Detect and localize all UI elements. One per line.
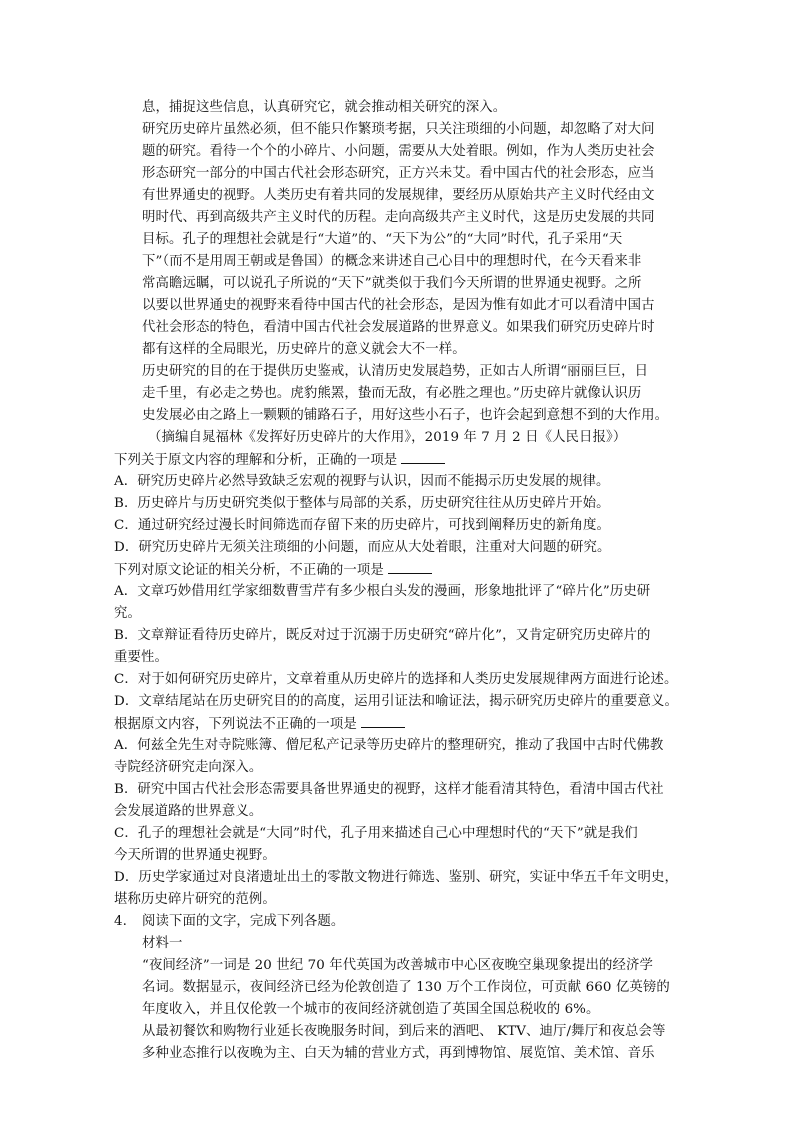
material-line: 名词。数据显示，夜间经济已经为伦敦创造了 130 万个工作岗位，可贡献 660 亿英镑的 <box>142 980 670 995</box>
question-3-option-line: 寺院经济研究走向深入。 <box>114 760 263 775</box>
passage-line: 目标。孔子的理想社会就是行“大道”的、“天下为公”的“大同”时代，孔子采用“天 <box>142 232 623 247</box>
passage-line: 都有这样的全局眼光，历史碎片的意义就会大不一样。 <box>142 342 466 357</box>
material-line: “夜间经济”一词是 20 世纪 70 年代英国为改善城市中心区夜晚空巢现象提出的经济学 <box>142 958 653 973</box>
question-3-stem: 根据原文内容，下列说法不正确的一项是 <box>114 713 405 736</box>
passage-line: 明时代、再到高级共产主义时代的历程。走向高级共产主义时代，这是历史发展的共同 <box>142 210 655 225</box>
passage-line: 史发展必由之路上一颗颗的铺路石子，用好这些小石子，也许会起到意想不到的大作用。 <box>142 408 669 423</box>
question-3-option-line: B．研究中国古代社会形态需要具备世界通史的视野，这样才能看清其特色，看清中国古代社 <box>114 782 664 797</box>
passage-line: 走千里，有必走之势也。虎豹熊罴，蛰而无敌，有必胜之理也。”历史碎片就像认识历 <box>142 386 642 401</box>
question-1-option-d: D．研究历史碎片无须关注琐细的小问题，而应从大处着眼，注重对大问题的研究。 <box>114 540 611 555</box>
passage-line: 研究历史碎片虽然必须，但不能只作繁琐考据，只关注琐细的小问题，却忽略了对大问 <box>142 122 655 137</box>
question-3-option-line: A．何兹全先生对寺院账簿、僧尼私产记录等历史碎片的整理研究，推动了我国中古时代佛教 <box>114 738 664 753</box>
material-line: 多种业态推行以夜晚为主、白天为辅的营业方式，再到博物馆、展览馆、美术馆、音乐 <box>142 1046 655 1061</box>
question-3-option-line: D．历史学家通过对良渚遗址出土的零散文物进行筛选、鉴别、研究，实证中华五千年文明史， <box>114 870 678 885</box>
question-number: 4. <box>114 914 127 929</box>
question-1-option-a: A．研究历史碎片必然导致缺乏宏观的视野与认识，因而不能揭示历史发展的规律。 <box>114 474 610 489</box>
passage-line: 以要以世界通史的视野来看待中国古代的社会形态，是因为惟有如此才可以看清中国古 <box>142 298 655 313</box>
material-line: 年度收入，并且仅伦敦一个城市的夜间经济就创造了英国全国总税收的 6%。 <box>142 1002 600 1017</box>
answer-blank <box>401 449 445 464</box>
material-line: 从最初餐饮和购物行业延长夜晚服务时间，到后来的酒吧、 KTV、迪厅/舞厅和夜总会等 <box>142 1024 666 1039</box>
question-2-option-line: 重要性。 <box>114 650 168 665</box>
passage-line: 形态研究一部分的中国古代社会形态研究，正方兴未艾。看中国古代的社会形态，应当 <box>142 166 655 181</box>
material-title: 材料一 <box>142 936 183 951</box>
answer-blank <box>361 713 405 728</box>
question-3-option-line: C．孔子的理想社会就是“大同”时代，孔子用来描述自己心中理想时代的“天下”就是我们 <box>114 826 638 841</box>
question-4-intro: 4. 阅读下面的文字，完成下列各题。 <box>114 911 344 933</box>
question-1-option-b: B．历史碎片与历史研究类似于整体与局部的关系，历史研究往往从历史碎片开始。 <box>114 496 610 511</box>
passage-line: 有世界通史的视野。人类历史有着共同的发展规律，要经历从原始共产主义时代经由文 <box>142 188 655 203</box>
question-2-option-line: B．文章辩证看待历史碎片，既反对过于沉溺于历史研究“碎片化”，又肯定研究历史碎片的 <box>114 628 651 643</box>
passage-source: （摘编自晁福林《发挥好历史碎片的大作用》，2019 年 7 月 2 日《人民日报》） <box>148 430 627 445</box>
question-2-option-line: A．文章巧妙借用红学家细数曹雪芹有多少根白头发的漫画，形象地批评了“碎片化”历史研 <box>114 584 651 599</box>
question-3-option-line: 会发展道路的世界意义。 <box>114 804 263 819</box>
passage-line: 常高瞻远瞩，可以说孔子所说的“天下”就类似于我们今天所谓的世界通史视野。之所 <box>142 276 642 291</box>
question-3-option-line: 堪称历史碎片研究的范例。 <box>114 892 276 907</box>
question-2-stem: 下列对原文论证的相关分析，不正确的一项是 <box>114 559 432 582</box>
passage-line: 历史研究的目的在于提供历史鉴戒，认清历史发展趋势，正如古人所谓“丽丽巨巨，日 <box>142 364 649 379</box>
question-2-option-line: 究。 <box>114 606 141 621</box>
question-2-option-line: C．对于如何研究历史碎片，文章着重从历史碎片的选择和人类历史发展规律两方面进行论述。 <box>114 672 678 687</box>
passage-line: 题的研究。看待一个个的小碎片、小问题，需要从大处着眼。例如，作为人类历史社会 <box>142 144 655 159</box>
question-1-option-c: C．通过研究经过漫长时间筛选而存留下来的历史碎片，可找到阐释历史的新角度。 <box>114 518 611 533</box>
question-3-option-line: 今天所谓的世界通史视野。 <box>114 848 276 863</box>
passage-line: 息，捕捉这些信息，认真研究它，就会推动相关研究的深入。 <box>142 100 507 115</box>
passage-line: 代社会形态的特色，看清中国古代社会发展道路的世界意义。如果我们研究历史碎片时 <box>142 320 655 335</box>
question-1-stem: 下列关于原文内容的理解和分析，正确的一项是 <box>114 449 445 472</box>
question-2-option-line: D．文章结尾站在历史研究目的的高度，运用引证法和喻证法，揭示研究历史碎片的重要意义。 <box>114 694 678 709</box>
answer-blank <box>388 559 432 574</box>
passage-line: 下”（而不是用周王朝或是鲁国）的概念来讲述自己心目中的理想时代，在今天看来非 <box>142 254 642 269</box>
